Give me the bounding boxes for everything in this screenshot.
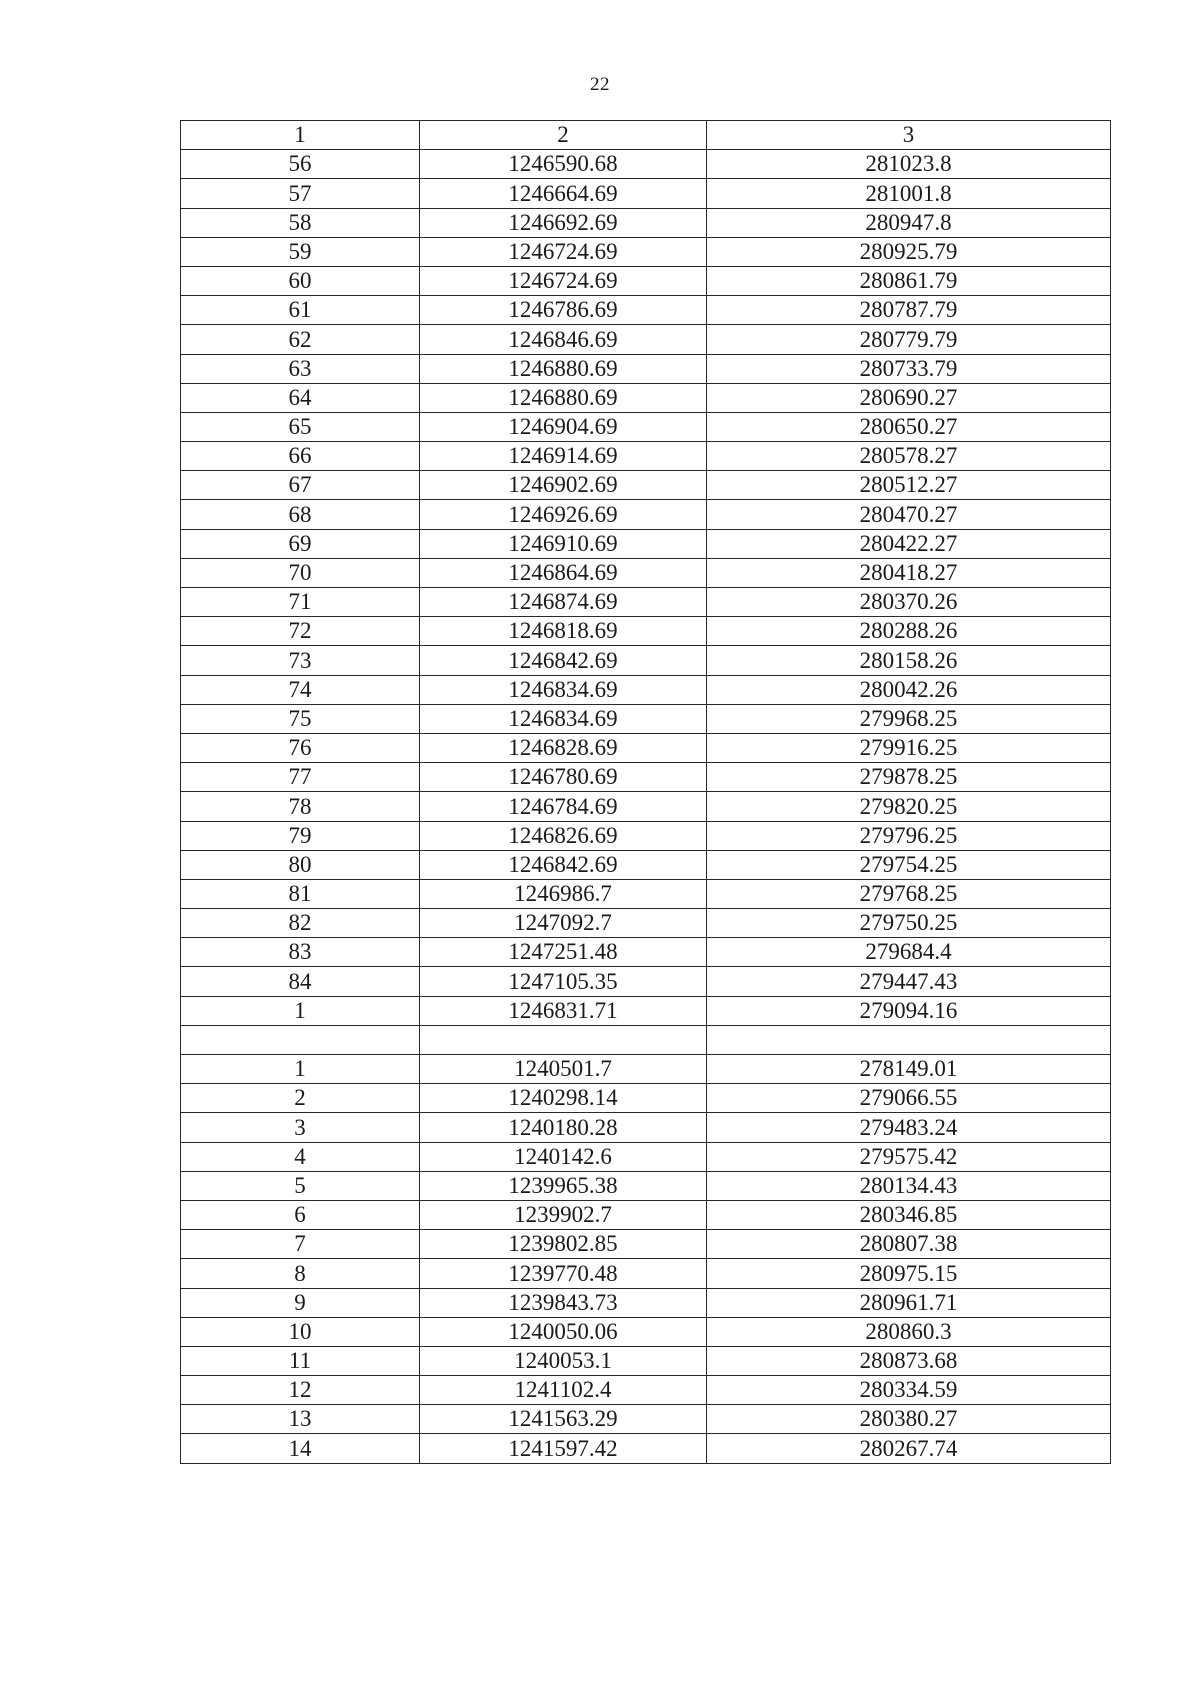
table-row (181, 1317, 1111, 1346)
point-number-cell: 8 (181, 1259, 420, 1288)
y-coordinate-cell: 279483.24 (707, 1113, 1111, 1142)
table-row (181, 442, 1111, 471)
point-number-cell (181, 1025, 420, 1054)
table-row (181, 646, 1111, 675)
y-coordinate-cell: 280134.43 (707, 1171, 1111, 1200)
point-number-cell: 1 (181, 996, 420, 1025)
table-row (181, 821, 1111, 850)
point-number-cell: 11 (181, 1346, 420, 1375)
point-number-cell: 7 (181, 1230, 420, 1259)
y-coordinate-cell: 279066.55 (707, 1084, 1111, 1113)
y-coordinate-cell: 279916.25 (707, 733, 1111, 762)
y-coordinate-cell: 279447.43 (707, 967, 1111, 996)
point-number-cell: 78 (181, 792, 420, 821)
x-coordinate-cell: 1246910.69 (420, 529, 707, 558)
y-coordinate-cell: 279796.25 (707, 821, 1111, 850)
x-coordinate-cell: 1241563.29 (420, 1405, 707, 1434)
x-coordinate-cell: 1246880.69 (420, 354, 707, 383)
table-row (181, 763, 1111, 792)
table-row (181, 354, 1111, 383)
y-coordinate-cell: 279968.25 (707, 704, 1111, 733)
point-number-cell: 4 (181, 1142, 420, 1171)
y-coordinate-cell: 280787.79 (707, 296, 1111, 325)
x-coordinate-cell: 1246926.69 (420, 500, 707, 529)
table-row (181, 1025, 1111, 1054)
table-row (181, 588, 1111, 617)
table-row (181, 1230, 1111, 1259)
x-coordinate-cell: 1246826.69 (420, 821, 707, 850)
y-coordinate-cell: 281001.8 (707, 179, 1111, 208)
table-row (181, 1200, 1111, 1229)
point-number-cell: 84 (181, 967, 420, 996)
point-number-cell: 65 (181, 412, 420, 441)
table-row (181, 850, 1111, 879)
column-header-2: 2 (420, 121, 707, 150)
x-coordinate-cell: 1246842.69 (420, 646, 707, 675)
x-coordinate-cell: 1240050.06 (420, 1317, 707, 1346)
table-row (181, 150, 1111, 179)
point-number-cell: 2 (181, 1084, 420, 1113)
table-row (181, 792, 1111, 821)
table-row (181, 675, 1111, 704)
x-coordinate-cell: 1247251.48 (420, 938, 707, 967)
x-coordinate-cell: 1246880.69 (420, 383, 707, 412)
y-coordinate-cell: 280690.27 (707, 383, 1111, 412)
y-coordinate-cell: 280650.27 (707, 412, 1111, 441)
x-coordinate-cell: 1246846.69 (420, 325, 707, 354)
x-coordinate-cell: 1240142.6 (420, 1142, 707, 1171)
point-number-cell: 60 (181, 266, 420, 295)
table-row (181, 412, 1111, 441)
table-row (181, 617, 1111, 646)
x-coordinate-cell: 1246904.69 (420, 412, 707, 441)
point-number-cell: 79 (181, 821, 420, 850)
point-number-cell: 57 (181, 179, 420, 208)
x-coordinate-cell: 1246818.69 (420, 617, 707, 646)
y-coordinate-cell: 280807.38 (707, 1230, 1111, 1259)
table-row (181, 733, 1111, 762)
table-row (181, 500, 1111, 529)
x-coordinate-cell: 1246834.69 (420, 704, 707, 733)
point-number-cell: 13 (181, 1405, 420, 1434)
point-number-cell: 77 (181, 763, 420, 792)
table-row (181, 179, 1111, 208)
x-coordinate-cell: 1241597.42 (420, 1434, 707, 1463)
x-coordinate-cell: 1247092.7 (420, 909, 707, 938)
table-row (181, 1113, 1111, 1142)
table-row (181, 1171, 1111, 1200)
y-coordinate-cell: 280975.15 (707, 1259, 1111, 1288)
x-coordinate-cell: 1240053.1 (420, 1346, 707, 1375)
point-number-cell: 59 (181, 237, 420, 266)
x-coordinate-cell: 1246874.69 (420, 588, 707, 617)
point-number-cell: 9 (181, 1288, 420, 1317)
table-row (181, 296, 1111, 325)
x-coordinate-cell: 1246914.69 (420, 442, 707, 471)
point-number-cell: 64 (181, 383, 420, 412)
point-number-cell: 71 (181, 588, 420, 617)
y-coordinate-cell: 280470.27 (707, 500, 1111, 529)
point-number-cell: 80 (181, 850, 420, 879)
x-coordinate-cell: 1246828.69 (420, 733, 707, 762)
y-coordinate-cell (707, 1025, 1111, 1054)
point-number-cell: 70 (181, 558, 420, 587)
point-number-cell: 58 (181, 208, 420, 237)
x-coordinate-cell: 1246902.69 (420, 471, 707, 500)
point-number-cell: 76 (181, 733, 420, 762)
y-coordinate-cell: 280861.79 (707, 266, 1111, 295)
y-coordinate-cell: 279754.25 (707, 850, 1111, 879)
column-header-1: 1 (181, 121, 420, 150)
y-coordinate-cell: 280947.8 (707, 208, 1111, 237)
point-number-cell: 66 (181, 442, 420, 471)
point-number-cell: 12 (181, 1376, 420, 1405)
y-coordinate-cell: 280779.79 (707, 325, 1111, 354)
point-number-cell: 63 (181, 354, 420, 383)
x-coordinate-cell: 1240501.7 (420, 1055, 707, 1084)
x-coordinate-cell: 1241102.4 (420, 1376, 707, 1405)
x-coordinate-cell: 1246842.69 (420, 850, 707, 879)
x-coordinate-cell: 1239802.85 (420, 1230, 707, 1259)
x-coordinate-cell: 1246590.68 (420, 150, 707, 179)
page-number: 22 (590, 74, 610, 95)
x-coordinate-cell: 1246784.69 (420, 792, 707, 821)
x-coordinate-cell: 1239770.48 (420, 1259, 707, 1288)
x-coordinate-cell: 1246834.69 (420, 675, 707, 704)
y-coordinate-cell: 280334.59 (707, 1376, 1111, 1405)
y-coordinate-cell: 280873.68 (707, 1346, 1111, 1375)
table-row (181, 237, 1111, 266)
y-coordinate-cell: 279820.25 (707, 792, 1111, 821)
point-number-cell: 74 (181, 675, 420, 704)
y-coordinate-cell: 279684.4 (707, 938, 1111, 967)
y-coordinate-cell: 280512.27 (707, 471, 1111, 500)
table-row (181, 704, 1111, 733)
table-row (181, 1084, 1111, 1113)
x-coordinate-cell: 1247105.35 (420, 967, 707, 996)
table-row (181, 1376, 1111, 1405)
x-coordinate-cell: 1240180.28 (420, 1113, 707, 1142)
x-coordinate-cell: 1246864.69 (420, 558, 707, 587)
y-coordinate-cell: 280860.3 (707, 1317, 1111, 1346)
point-number-cell: 68 (181, 500, 420, 529)
table-row (181, 383, 1111, 412)
point-number-cell: 62 (181, 325, 420, 354)
point-number-cell: 61 (181, 296, 420, 325)
y-coordinate-cell: 280288.26 (707, 617, 1111, 646)
y-coordinate-cell: 278149.01 (707, 1055, 1111, 1084)
point-number-cell: 73 (181, 646, 420, 675)
y-coordinate-cell: 279878.25 (707, 763, 1111, 792)
table-row (181, 1259, 1111, 1288)
x-coordinate-cell: 1246724.69 (420, 266, 707, 295)
x-coordinate-cell: 1239843.73 (420, 1288, 707, 1317)
table-row (181, 1434, 1111, 1463)
point-number-cell: 10 (181, 1317, 420, 1346)
point-number-cell: 75 (181, 704, 420, 733)
table-row (181, 967, 1111, 996)
point-number-cell: 69 (181, 529, 420, 558)
y-coordinate-cell: 280346.85 (707, 1200, 1111, 1229)
column-header-3: 3 (707, 121, 1111, 150)
table-row (181, 529, 1111, 558)
y-coordinate-cell: 279750.25 (707, 909, 1111, 938)
y-coordinate-cell: 280733.79 (707, 354, 1111, 383)
y-coordinate-cell: 280418.27 (707, 558, 1111, 587)
point-number-cell: 3 (181, 1113, 420, 1142)
y-coordinate-cell: 280578.27 (707, 442, 1111, 471)
y-coordinate-cell: 279575.42 (707, 1142, 1111, 1171)
y-coordinate-cell: 280370.26 (707, 588, 1111, 617)
y-coordinate-cell: 280925.79 (707, 237, 1111, 266)
table-row (181, 1405, 1111, 1434)
y-coordinate-cell: 280422.27 (707, 529, 1111, 558)
point-number-cell: 67 (181, 471, 420, 500)
x-coordinate-cell: 1246724.69 (420, 237, 707, 266)
table-row (181, 471, 1111, 500)
table-header (181, 121, 1111, 150)
point-number-cell: 6 (181, 1200, 420, 1229)
y-coordinate-cell: 280380.27 (707, 1405, 1111, 1434)
point-number-cell: 56 (181, 150, 420, 179)
table-row (181, 208, 1111, 237)
x-coordinate-cell: 1239902.7 (420, 1200, 707, 1229)
y-coordinate-cell: 280267.74 (707, 1434, 1111, 1463)
point-number-cell: 72 (181, 617, 420, 646)
table-body (181, 150, 1111, 1463)
table-row (181, 909, 1111, 938)
x-coordinate-cell: 1239965.38 (420, 1171, 707, 1200)
table-row (181, 1142, 1111, 1171)
x-coordinate-cell: 1246986.7 (420, 879, 707, 908)
point-number-cell: 83 (181, 938, 420, 967)
point-number-cell: 1 (181, 1055, 420, 1084)
table-header-row (181, 121, 1111, 150)
table-row (181, 266, 1111, 295)
y-coordinate-cell: 281023.8 (707, 150, 1111, 179)
y-coordinate-cell: 280961.71 (707, 1288, 1111, 1317)
point-number-cell: 82 (181, 909, 420, 938)
y-coordinate-cell: 280042.26 (707, 675, 1111, 704)
table-row (181, 938, 1111, 967)
y-coordinate-cell: 280158.26 (707, 646, 1111, 675)
coordinates-table (180, 120, 1111, 1464)
point-number-cell: 81 (181, 879, 420, 908)
point-number-cell: 5 (181, 1171, 420, 1200)
table-row (181, 879, 1111, 908)
table-row (181, 1055, 1111, 1084)
point-number-cell: 14 (181, 1434, 420, 1463)
table-row (181, 1288, 1111, 1317)
x-coordinate-cell: 1240298.14 (420, 1084, 707, 1113)
table-row (181, 996, 1111, 1025)
x-coordinate-cell: 1246831.71 (420, 996, 707, 1025)
table-row (181, 1346, 1111, 1375)
x-coordinate-cell: 1246664.69 (420, 179, 707, 208)
x-coordinate-cell: 1246786.69 (420, 296, 707, 325)
x-coordinate-cell (420, 1025, 707, 1054)
y-coordinate-cell: 279094.16 (707, 996, 1111, 1025)
x-coordinate-cell: 1246780.69 (420, 763, 707, 792)
y-coordinate-cell: 279768.25 (707, 879, 1111, 908)
table-row (181, 325, 1111, 354)
table-row (181, 558, 1111, 587)
x-coordinate-cell: 1246692.69 (420, 208, 707, 237)
